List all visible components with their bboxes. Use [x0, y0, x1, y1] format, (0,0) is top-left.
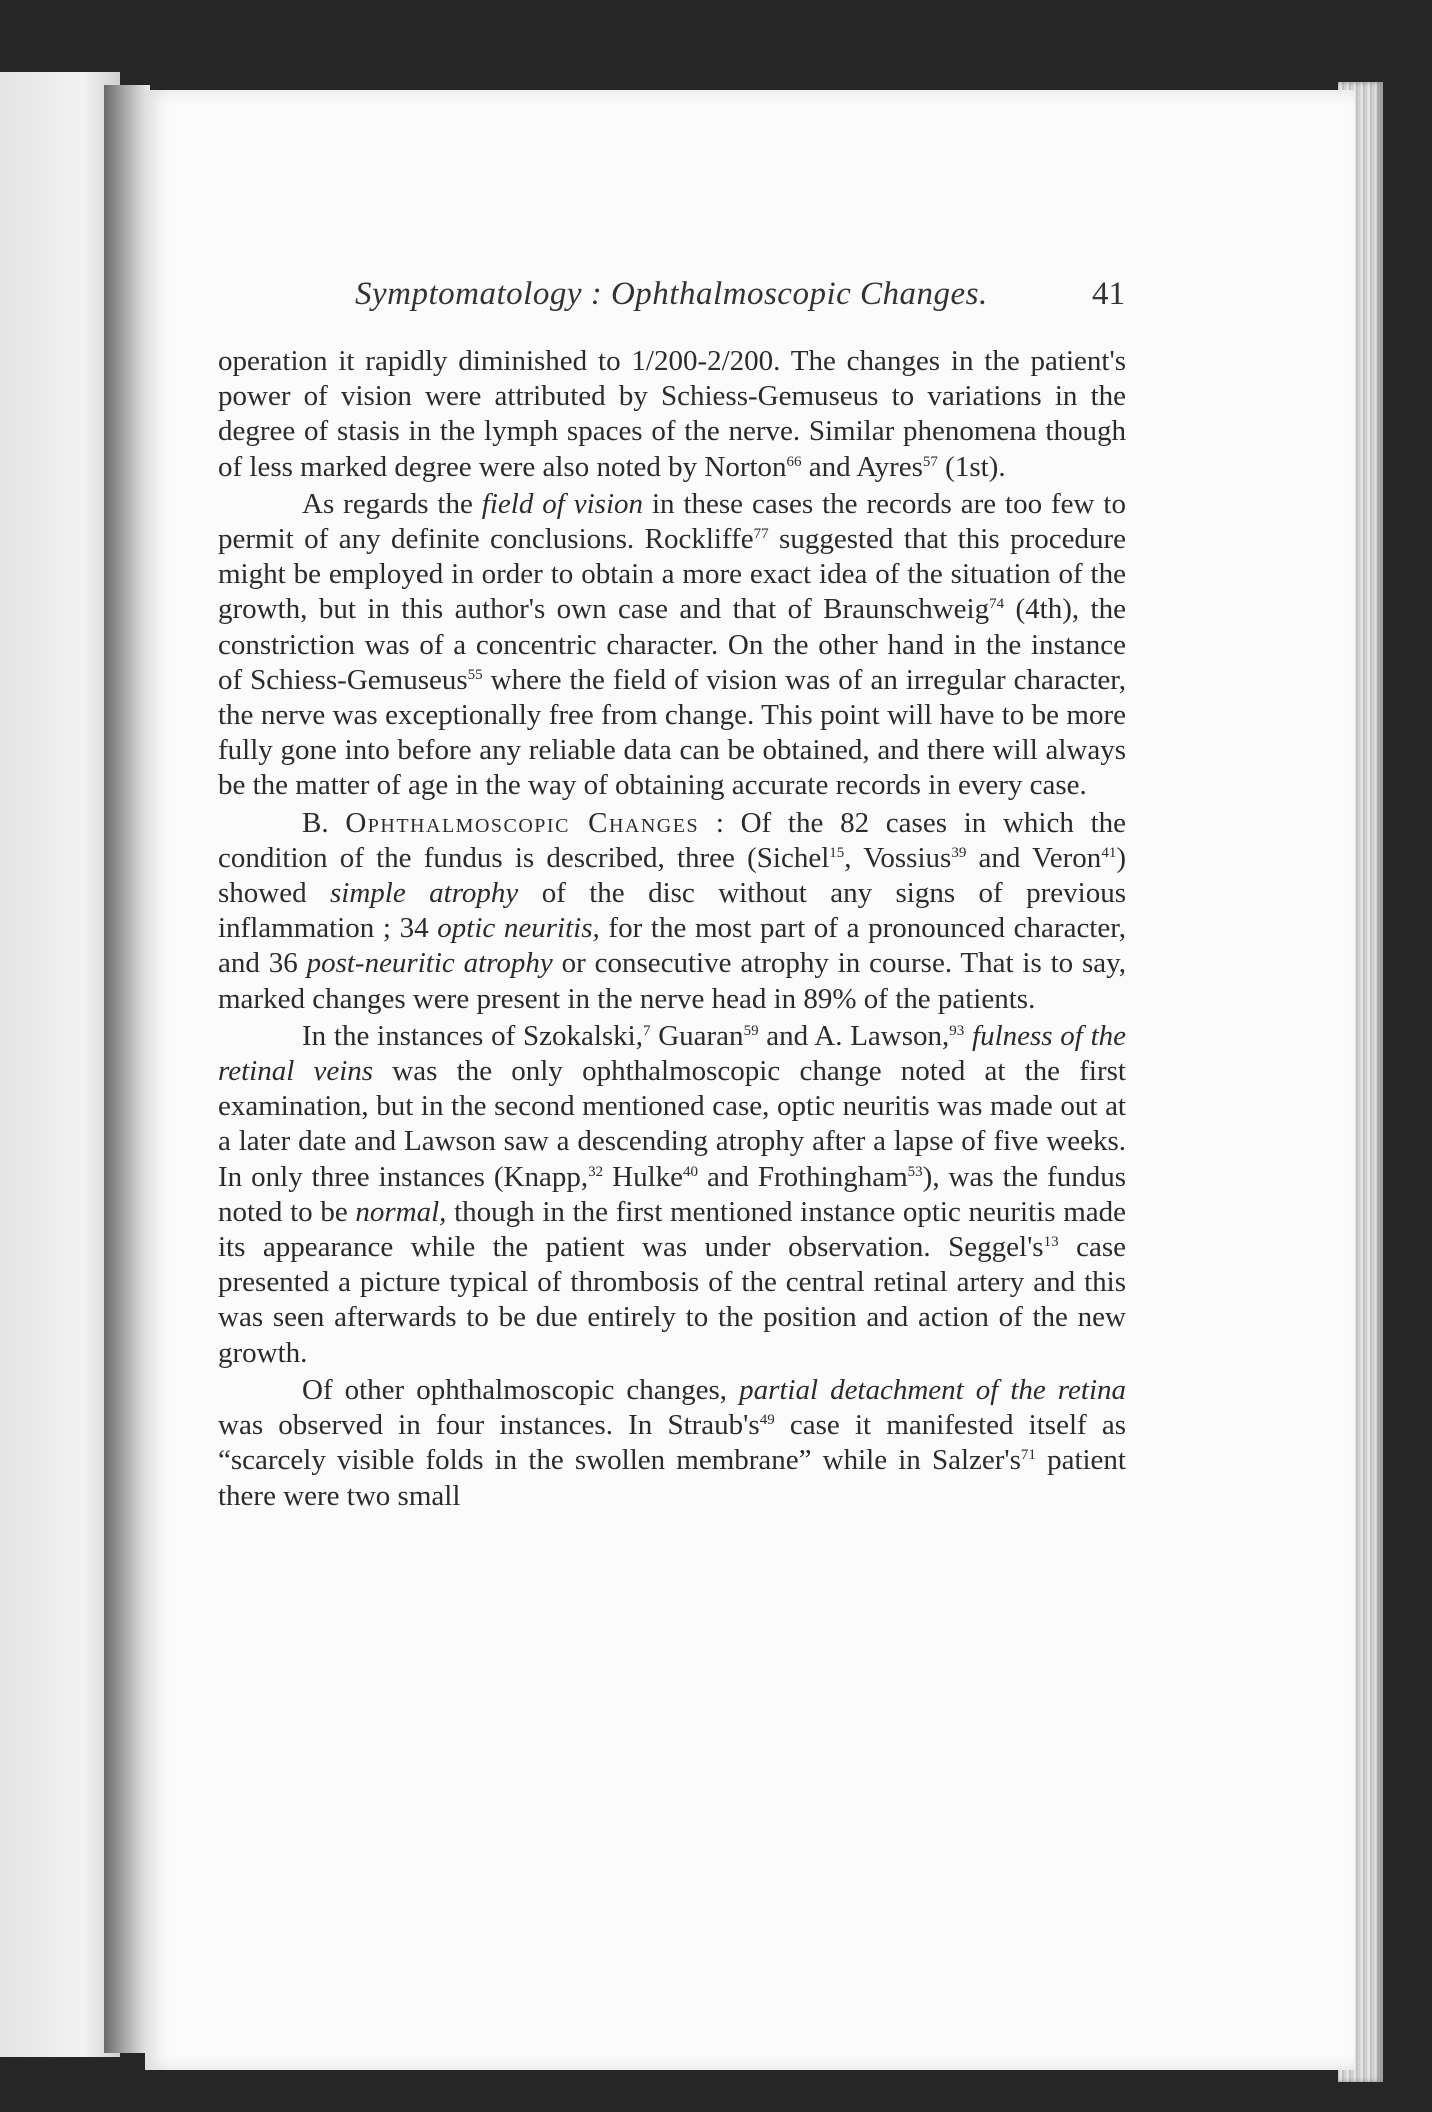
footnote-ref: 40	[683, 1163, 698, 1180]
text-run: (1st).	[937, 450, 1006, 483]
footnote-ref: 66	[786, 453, 802, 470]
text-run: or consecutive atrophy in course. That is to say, marked changes were present in the nerve head in 89% of the patients.	[218, 947, 1126, 1015]
footnote-ref: 57	[922, 453, 938, 470]
text-run: In the instances of Szokalski,	[302, 1019, 643, 1052]
text-run: operation it rapidly diminished to 1/200-2/200. The changes in the patient's power of vision were attributed by Schiess-Gemuseus to variations in the degree of stasis in the lymph spaces of the nerve. Similar phenomena though of less marked degree were also noted by Norton	[218, 345, 1126, 483]
text-run: and Frothingham	[698, 1160, 908, 1193]
text-run: case presented a picture typical of thrombosis of the central retinal artery and this was seen afterwards to be due entirely to the position and action of the new growth.	[218, 1231, 1126, 1369]
footnote-ref: 32	[588, 1163, 604, 1180]
running-head	[355, 276, 1125, 322]
section-heading: Ophthalmoscopic Changes	[345, 806, 700, 839]
footnote-ref: 49	[759, 1412, 775, 1429]
italic-term: post-neuritic atrophy	[306, 947, 553, 980]
paragraph	[218, 344, 1126, 485]
text-run: : Of the 82 cases in which the condition of the fundus is described, three (Sichel	[218, 806, 1126, 874]
text-run: ), was the fundus noted to be	[218, 1160, 1126, 1228]
text-run: (4th), the constriction was of a concentric character. On the other hand in the instance of Schiess-Gemuseus	[218, 593, 1126, 696]
facing-page-edge	[0, 72, 120, 2057]
text-run: in these cases the records are too few to permit of any definite conclusions. Rockliffe	[218, 487, 1126, 556]
footnote-ref: 74	[989, 596, 1005, 613]
paragraph	[218, 806, 1126, 1017]
text-run: B.	[302, 806, 346, 839]
text-run: though in the first mentioned instance optic neuritis made its appearance while the patient was under observation. Seggel's	[218, 1195, 1126, 1264]
text-run: , Vossius	[844, 841, 952, 874]
text-run: and A. Lawson,	[758, 1019, 950, 1052]
footnote-ref: 55	[467, 666, 483, 683]
footnote-ref: 59	[743, 1022, 759, 1039]
italic-term: simple atrophy	[330, 877, 519, 910]
text-run: Hulke	[603, 1160, 683, 1193]
text-run	[964, 1020, 972, 1052]
italic-term: partial detachment of the retina	[739, 1373, 1126, 1406]
text-run: Guaran	[650, 1019, 744, 1052]
text-run: Of other ophthalmoscopic changes,	[302, 1373, 740, 1406]
italic-term: optic neuritis,	[437, 912, 600, 945]
text-run: of the disc without any signs of previous inflammation ; 34	[218, 877, 1126, 945]
text-run: was observed in four instances. In Straub's	[218, 1409, 760, 1442]
paragraph	[218, 1019, 1126, 1371]
italic-term: fulness of the retinal veins	[218, 1019, 1127, 1088]
text-run: and Veron	[966, 841, 1102, 874]
paragraph	[218, 1373, 1126, 1514]
footnote-ref: 13	[1043, 1234, 1059, 1251]
paragraph	[218, 487, 1126, 804]
text-run: where the field of vision was of an irregular character, the nerve was exceptionally free from change. This point will have to be more fully gone into before any reliable data can be obtained, and there will always be the matter of age in the way of obtaining accurate records in every case.	[218, 663, 1126, 802]
text-run: for the most part of a pronounced character, and 36	[218, 912, 1126, 980]
text-run: suggested that this procedure might be employed in order to obtain a more exact idea of the situation of the growth, but in this author's own case and that of Braunschweig	[218, 523, 1126, 626]
book-gutter-shadow	[104, 85, 150, 2053]
page-number: 41	[1092, 276, 1125, 312]
italic-term: normal,	[355, 1195, 447, 1228]
italic-term: field of vision	[481, 487, 644, 520]
footnote-ref: 7	[642, 1022, 651, 1039]
text-run: and Ayres	[801, 450, 923, 483]
footnote-ref: 15	[829, 844, 845, 861]
footnote-ref: 53	[907, 1163, 923, 1180]
text-run: case it manifested itself as “scarcely visible folds in the swollen membrane” while in Salzer's	[218, 1409, 1127, 1477]
footnote-ref: 39	[951, 844, 967, 861]
text-run: was the only ophthalmoscopic change noted at the first examination, but in the second mentioned case, optic neuritis was made out at a later date and Lawson saw a descending atrophy after a lapse of five weeks. In only three instances (Knapp,	[218, 1055, 1126, 1193]
footnote-ref: 77	[753, 526, 769, 543]
text-run: ) showed	[218, 841, 1126, 910]
footnote-ref: 93	[949, 1022, 965, 1039]
footnote-ref: 71	[1020, 1447, 1036, 1464]
body-text	[218, 344, 1126, 1514]
running-title: Symptomatology : Ophthalmoscopic Changes.	[355, 276, 988, 312]
text-run: patient there were two small	[218, 1444, 1126, 1512]
footnote-ref: 41	[1101, 844, 1117, 861]
text-run: As regards the	[302, 487, 482, 520]
